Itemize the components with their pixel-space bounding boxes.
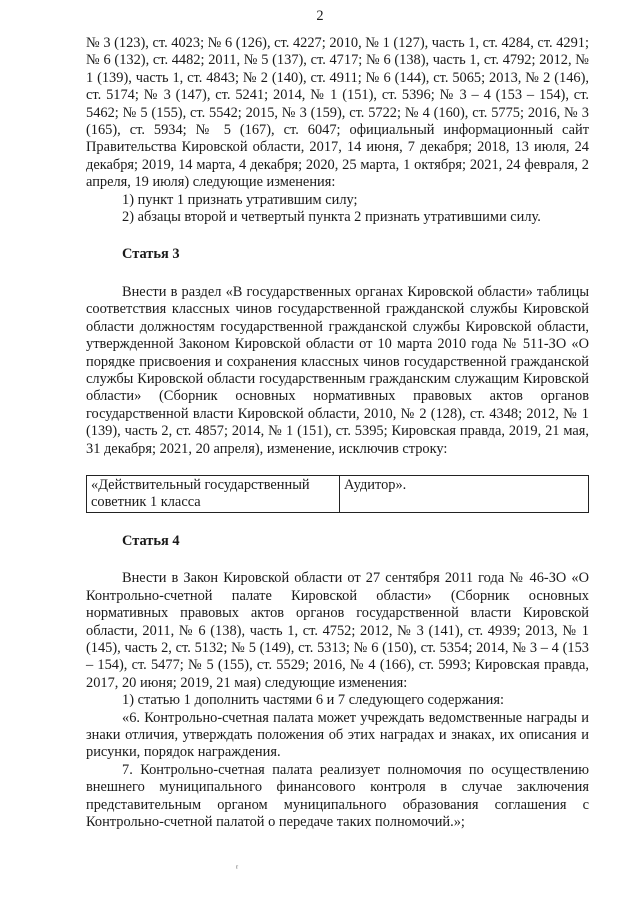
page-number: 2 [316,8,324,24]
article-4-part-6: «6. Контрольно-счетная палата может учреждать ведомственные награды и знаки отличия, утверждать положения об этих наградах и знаках, их описания и рисунки, порядок награждения. [86,709,589,761]
scan-mark: ʳ [236,863,239,874]
document-body [86,35,589,831]
table-row [87,475,589,512]
intro-paragraph: № 3 (123), ст. 4023; № 6 (126), ст. 4227; 2010, № 1 (127), часть 1, ст. 4284, ст. 4291; № 6 (132), ст. 4482; 2011, № 5 (137), ст. 4717; № 6 (138), часть 1, ст. 4792; 2012, № 1 (139), часть 1, ст. 4843; № 2 (140), ст. 4911; № 6 (144), ст. 5065; 2013, № 2 (146), ст. 5174; № 3 (147), ст. 5241; 2014, № 1 (151), ст. 5396; № 3 – 4 (153 – 154), ст. 5462; № 5 (155), ст. 5542; 2015, № 3 (159), ст. 5722; № 4 (160), ст. 5775; 2016, № 3 (165), ст. 5934; № 5 (167), ст. 6047; официальный информационный сайт Правительства Кировской области, 2017, 14 июня, 7 декабря; 2018, 13 июля, 24 декабря; 2019, 14 марта, 4 декабря; 2020, 25 марта, 1 октября; 2021, 24 февраля, 2 апреля, 19 июля) следующие изменения: [86,35,589,191]
article-4-title: Статья 4 [122,532,180,549]
table-cell-title: Аудитор». [340,475,589,512]
article-4-paragraph: Внести в Закон Кировской области от 27 сентября 2011 года № 46-ЗО «О Контрольно-счетной палате Кировской области» (Сборник основных нормативных правовых актов органов государственной власти Кировской области, 2011, № 6 (138), часть 1, ст. 4752; 2012, № 3 (141), ст. 4939; 2013, № 1 (145), часть 2, ст. 5132; № 5 (149), ст. 5313; № 6 (150), ст. 5354; 2014, № 3 – 4 (153 – 154), ст. 5477; № 5 (155), ст. 5529; 2016, № 4 (166), ст. 5993; Кировская правда, 2017, 20 июня; 2019, 21 мая) следующие изменения: [86,570,589,691]
intro-item-2: 2) абзацы второй и четвертый пункта 2 признать утратившими силу. [122,209,541,226]
table-cell-position: «Действительный государственный советник 1 класса [87,475,340,512]
article-4-part-7: 7. Контрольно-счетная палата реализует полномочия по осуществлению внешнего муниципального финансового контроля в случае заключения представительным органом муниципального образования соглашения с Контрольно-счетной палатой о передаче таких полномочий.»; [86,761,589,831]
intro-item-1: 1) пункт 1 признать утратившим силу; [122,191,358,208]
article-3-paragraph: Внести в раздел «В государственных органах Кировской области» таблицы соответствия классных чинов государственной гражданской службы Кировской области должностям государственной гражданской службы Кировской области, утвержденной Законом Кировской области от 10 марта 2010 года № 511-ЗО «О порядке присвоения и сохранения классных чинов государственной гражданской службы Кировской области государственным гражданским служащим Кировской области» (Сборник основных нормативных правовых актов органов государственной власти Кировской области, 2010, № 2 (128), ст. 4348; 2012, № 1 (139), часть 2, ст. 4857; 2014, № 1 (151), ст. 5395; Кировская правда, 2019, 21 мая, 31 декабря; 2021, 20 апреля), изменение, исключив строку: [86,283,589,457]
excluded-row-table [86,475,589,513]
article-4-item-1: 1) статью 1 дополнить частями 6 и 7 следующего содержания: [122,692,504,709]
article-3-title: Статья 3 [122,246,180,263]
